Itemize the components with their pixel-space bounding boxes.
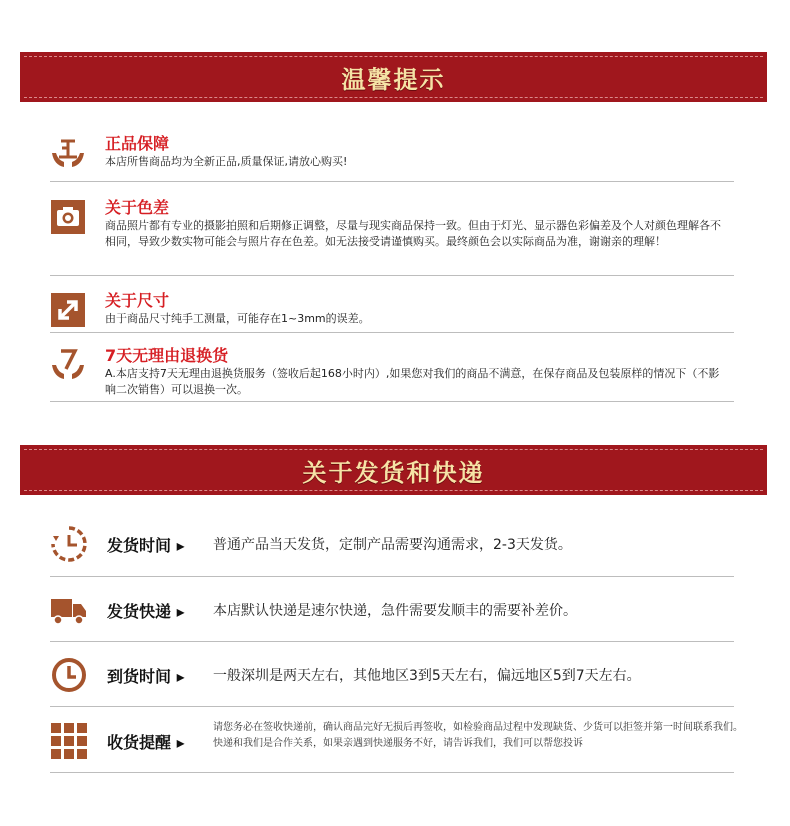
section-title-shipping: 关于发货和快递 [302, 458, 485, 487]
tip-text: 本店所售商品均为全新正品,质量保证,请放心购买! [105, 155, 348, 168]
tip-title: 关于尺寸 [105, 291, 170, 310]
shipping-label: 发货时间 ▸ [107, 536, 185, 555]
tip-title: 正品保障 [105, 134, 170, 153]
divider [50, 332, 734, 333]
divider [50, 641, 734, 642]
seven-day-return-icon [50, 347, 86, 383]
section-title-tips: 温馨提示 [341, 65, 446, 94]
shipping-text: 本店默认快递是速尔快递，急件需要发顺丰的需要补差价。 [213, 603, 577, 619]
divider [50, 576, 734, 577]
divider [50, 275, 734, 276]
shipping-clock-icon [50, 525, 88, 563]
shipping-text: 一般深圳是两天左右，其他地区3到5天左右，偏远地区5到7天左右。 [213, 668, 641, 684]
shipping-text: 请您务必在签收快递前，确认商品完好无损后再签收，如检验商品过程中发现缺货、少货可以拒签并第一时间联系我们。快递和我们是合作关系，如果亲遇到快递服务不好，请告诉我们，我们可以帮您投诉 [213, 722, 743, 749]
section-banner-shipping [20, 445, 767, 495]
camera-icon [50, 199, 86, 235]
shipping-label: 收货提醒 ▸ [107, 733, 185, 752]
shipping-text: 普通产品当天发货，定制产品需要沟通需求，2-3天发货。 [213, 537, 572, 553]
clock-icon [50, 656, 88, 694]
divider [50, 706, 734, 707]
shipping-label: 到货时间 ▸ [107, 667, 185, 686]
tip-text: A.本店支持7天无理由退换货服务（签收后起168小时内）,如果您对我们的商品不满意，在保存商品及包装原样的情况下（不影响二次销售）可以退换一次。 [105, 367, 720, 396]
delivery-truck-icon [50, 591, 88, 629]
tip-text: 商品照片都有专业的摄影拍照和后期修正调整，尽量与现实商品保持一致。但由于灯光、显示器色彩偏差及个人对颜色理解各不相同，导致少数实物可能会与照片存在色差。如无法接受请谨慎购买。最终颜色会以实际商品为准，谢谢亲的理解！ [105, 219, 721, 248]
tip-text: 由于商品尺寸纯手工测量，可能存在1~3mm的误差。 [105, 312, 370, 325]
resize-arrow-icon [50, 292, 86, 328]
tip-title: 关于色差 [105, 198, 170, 217]
tip-title: 7天无理由退换货 [105, 346, 229, 365]
grid-icon [50, 722, 88, 760]
section-banner-tips [20, 52, 767, 102]
shipping-label: 发货快递 ▸ [107, 602, 185, 621]
divider [50, 772, 734, 773]
genuine-hands-icon [50, 135, 86, 171]
divider [50, 401, 734, 402]
divider [50, 181, 734, 182]
